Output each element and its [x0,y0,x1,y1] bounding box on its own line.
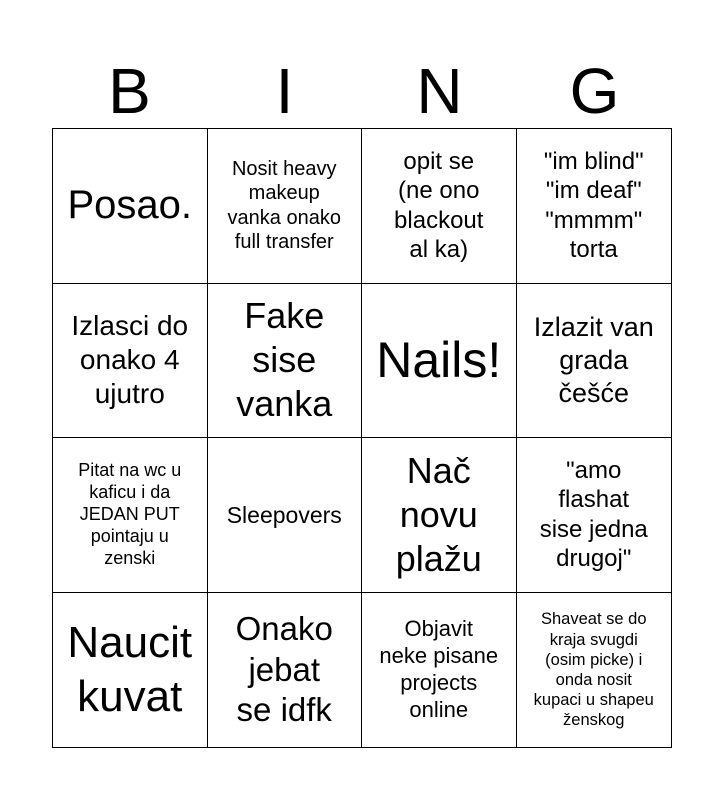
cell-text: Izlazit van grada češće [533,311,654,408]
cell-text: Onako jebat se idfk [235,610,333,728]
bingo-cell[interactable] [362,438,517,593]
header-letter-g: G [569,55,620,127]
bingo-cell[interactable] [208,593,363,748]
cell-text: Izlasci do onako 4 ujutro [71,310,189,410]
cell-text: opit se (ne ono blackout al ka) [394,148,484,264]
header-letter-i: I [275,55,294,127]
bingo-cell[interactable] [517,284,672,439]
bingo-cell[interactable] [517,593,672,748]
cell-text: Nač novu plažu [395,449,482,579]
cell-text: Fake sise vanka [236,295,333,425]
bingo-header [52,56,672,126]
cell-text: Shaveat se do kraja svugdi (osim picke) i onda nosit kupaci u shapeu ženskog [533,610,654,729]
cell-text: Nails! [376,331,502,388]
cell-text: "im blind" "im deaf" "mmmm" torta [543,148,644,264]
cell-text: Naucit kuvat [67,618,193,721]
bingo-cell[interactable] [208,284,363,439]
cell-text: Posao. [67,183,193,228]
cell-text: Pitat na wc u kaficu i da JEDAN PUT pointaju u zenski [78,459,182,568]
bingo-cell[interactable] [53,129,208,284]
bingo-cell[interactable] [208,438,363,593]
bingo-cell[interactable] [53,593,208,748]
bingo-cell[interactable] [517,438,672,593]
bingo-cell[interactable] [53,284,208,439]
cell-text: Sleepovers [226,501,342,528]
bingo-cell[interactable] [362,284,517,439]
bingo-cell[interactable] [362,593,517,748]
cell-text: Objavit neke pisane projects online [379,616,499,722]
cell-text: Nosit heavy makeup vanka onako full transfer [227,157,341,254]
header-letter-b: B [108,55,151,127]
cell-text: "amo flashat sise jedna drugoj" [539,457,648,573]
bingo-cell[interactable] [208,129,363,284]
bingo-cell[interactable] [362,129,517,284]
bingo-cell[interactable] [517,129,672,284]
bingo-cell[interactable] [53,438,208,593]
header-letter-n: N [416,55,463,127]
bingo-grid [52,128,672,748]
